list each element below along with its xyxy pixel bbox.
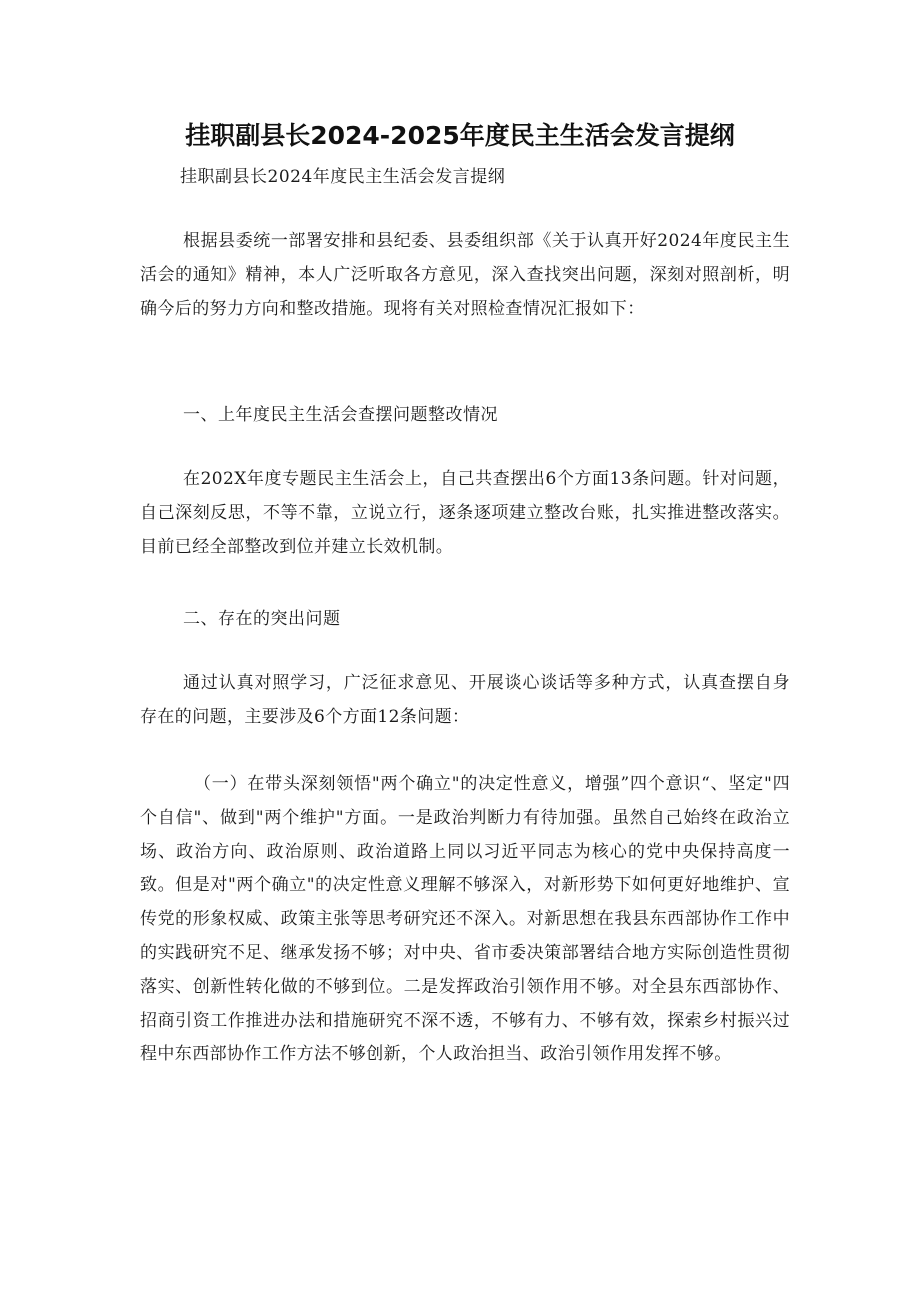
document-title: 挂职副县长2024-2025年度民主生活会发言提纲 (185, 121, 735, 150)
section2-item1-paragraph: （一）在带头深刻领悟"两个确立"的决定性意义，增强”四个意识“、坚定"四个自信"、做到"两个维护"方面。一是政治判断力有待加强。虽然自己始终在政治立场、政治方向、政治原则、政治道路上同以习近平同志为核心的党中央保持高度一致。但是对"两个确立"的决定性意义理解不够深入，对新形势下如何更好地维护、宣传党的形象权威、政策主张等思考研究还不深入。对新思想在我县东西部协作工作中的实践研究不足、继承发扬不够；对中央、省市委决策部署结合地方实际创造性贯彻落实、创新性转化做的不够到位。二是发挥政治引领作用不够。对全县东西部协作、招商引资工作推进办法和措施研究不深不透，不够有力、不够有效，探索乡村振兴过程中东西部协作工作方法不够创新，个人政治担当、政治引领作用发挥不够。 (140, 774, 790, 1065)
document-subtitle: 挂职副县长2024年度民主生活会发言提纲 (180, 167, 506, 187)
section2-heading: 二、存在的突出问题 (183, 609, 341, 629)
section1-paragraph: 在202X年度专题民主生活会上，自己共查摆出6个方面13条问题。针对问题，自己深刻反思，不等不靠，立说立行，逐条逐项建立整改台账，扎实推进整改落实。目前已经全部整改到位并建立长效机制。 (140, 469, 790, 557)
section2-intro-paragraph: 通过认真对照学习，广泛征求意见、开展谈心谈话等多种方式，认真查摆自身存在的问题，主要涉及6个方面12条问题： (140, 673, 790, 727)
intro-paragraph: 根据县委统一部署安排和县纪委、县委组织部《关于认真开好2024年度民主生活会的通知》精神，本人广泛听取各方意见，深入查找突出问题，深刻对照剖析，明确今后的努力方向和整改措施。现将有关对照检查情况汇报如下： (140, 231, 790, 319)
section1-heading: 一、上年度民主生活会查摆问题整改情况 (183, 405, 498, 425)
